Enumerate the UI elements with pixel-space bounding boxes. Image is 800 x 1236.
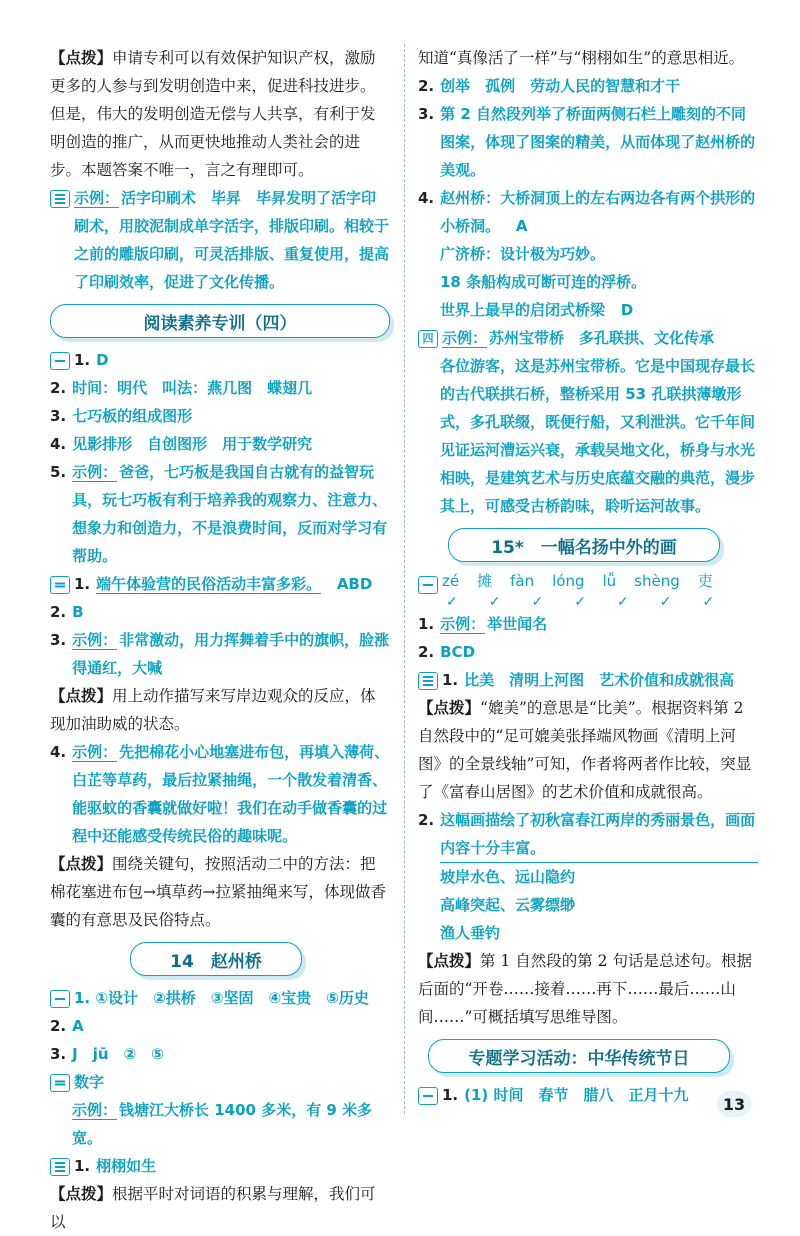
check-icon: ✓ <box>488 594 501 610</box>
answer-text: 世界上最早的启闭式桥梁 <box>440 301 606 319</box>
answer-text: 时间：明代 叫法：燕几图 蝶翅几 <box>72 379 313 397</box>
check-icon: ✓ <box>531 594 544 610</box>
lesson-banner: 15* 一幅名扬中外的画 <box>448 528 720 562</box>
answer-text: 渔人垂钓 <box>440 924 501 942</box>
answer-text: 先把棉花小心地塞进布包，再填入薄荷、白芷等草药，最后拉紧抽绳，一个散发着清香、能驱蚊的香囊就做好啦！我们在动手做香囊的过程中还能感受传统民俗的趣味呢。 <box>72 743 390 845</box>
answer-row: 1. 示例： 举世闻名 <box>418 615 548 633</box>
section-three-icon <box>50 1158 70 1176</box>
answer-text: BCD <box>440 643 476 661</box>
section-one-icon <box>418 1087 438 1105</box>
pinyin-item: zé <box>442 572 460 590</box>
check-icon: ✓ <box>616 594 629 610</box>
answer-row: 4. 示例： 先把棉花小心地塞进布包，再填入薄荷、白芷等草药，最后拉紧抽绳，一个散发着清香、能驱蚊的香囊就做好啦！我们在动手做香囊的过程中还能感受传统民俗的趣味呢。 <box>50 743 390 845</box>
answer-text: 七巧板的组成图形 <box>72 407 193 425</box>
answer-text: 非常激动，用力挥舞着手中的旗帜，脸涨得通红，大喊 <box>72 631 390 677</box>
answer-row: 2. A <box>50 1012 390 1040</box>
answer-text: ABD <box>336 575 373 593</box>
answer-row <box>418 891 758 919</box>
section-one-icon <box>418 576 438 594</box>
answer-text: 18 条船构成可断可连的浮桥。 <box>440 273 647 291</box>
answer-text: (1) 时间 春节 腊八 正月十九 <box>464 1086 689 1104</box>
answer-text: 举世闻名 <box>487 615 548 633</box>
hint-text: 围绕关键句，按照活动二中的方法：把棉花塞进布包→填草药→拉紧抽绳来写，体现做香囊的有意思及民俗特点。 <box>50 855 386 929</box>
answer-text: 坡岸水色、远山隐约 <box>440 868 576 886</box>
answer-row: 1. 端午体验营的民俗活动丰富多彩。 ABD <box>50 570 390 598</box>
check-icon: ✓ <box>574 594 586 610</box>
answer-row: 1. (1) 时间 春节 腊八 正月十九 <box>418 1081 758 1109</box>
pinyin-item: shèng <box>634 572 680 590</box>
hint-text: 根据平时对词语的积累与理解，我们可以 <box>50 1185 376 1231</box>
hint-paragraph <box>50 1180 390 1236</box>
example-label: 示例： <box>442 329 488 347</box>
page-number: 13 <box>717 1091 751 1117</box>
pinyin-item: fàn <box>510 572 535 590</box>
answer-row: 3. 第 2 自然段列举了桥面两侧石栏上雕刻的不同图案，体现了图案的精美，从而体现了赵州桥的美观。 <box>418 100 758 184</box>
answer-row: 2. BCD <box>418 638 758 666</box>
section-one-icon <box>50 990 70 1008</box>
check-icon: ✓ <box>702 594 715 610</box>
answer-row: 1. D <box>50 346 390 374</box>
answer-text: 比美 清明上河图 艺术价值和成就很高 <box>464 671 735 689</box>
answer-text: 数字 <box>74 1073 105 1091</box>
answer-row <box>418 352 758 520</box>
section-banner: 阅读素养专训（四） <box>50 304 390 338</box>
answer-row: 4. 见影排形 自创图形 用于数学研究 <box>50 430 390 458</box>
check-icon: ✓ <box>659 594 672 610</box>
pinyin-item: lóng <box>552 572 585 590</box>
check-icon: ✓ <box>446 594 458 610</box>
answer-row <box>418 268 758 296</box>
answer-row: 5. 示例： 爸爸，七巧板是我国自古就有的益智玩具，玩七巧板有利于培养我的观察力、注意力、想象力和创造力，不是浪费时间，反而对学习有帮助。 <box>50 463 388 565</box>
answer-text: 第 2 自然段列举了桥面两侧石栏上雕刻的不同图案，体现了图案的精美，从而体现了赵州桥的美观。 <box>440 105 756 179</box>
answer-row: 2. 时间：明代 叫法：燕几图 蝶翅几 <box>50 374 390 402</box>
hint-text: 申请专利可以有效保护知识产权，激励更多的人参与到发明创造中来，促进科技进步。但是，伟大的发明创造无偿与人共享，有利于发明创造的推广，从而更快地推动人类社会的进步。本题答案不唯一，言之有理即可。 <box>50 49 376 179</box>
answer-row: 2. 创举 孤例 劳动人民的智慧和才干 <box>418 72 758 100</box>
hint-paragraph <box>418 947 758 1031</box>
pinyin-answer-row <box>418 570 758 594</box>
answer-text: J jū ② ⑤ <box>72 1045 164 1063</box>
answer-row <box>50 984 390 1012</box>
answer-row <box>418 919 758 947</box>
answer-text: 活字印刷术 毕昇 毕昇发明了活字印刷术，用胶泥制成单字活字，排版印刷。相较于之前的雕版印刷，可灵活排版、重复使用，提高了印刷效率，促进了文化传播。 <box>74 189 390 291</box>
answer-text: 见影排形 自创图形 用于数学研究 <box>72 435 313 453</box>
pinyin-item: 吏 <box>697 572 713 590</box>
hint-tag: 【点拨】 <box>50 855 113 873</box>
answer-text: 钱塘江大桥长 1400 多米，有 9 米多宽。 <box>72 1101 373 1147</box>
section-four-icon: 四 <box>418 330 438 348</box>
example-label: 示例： <box>72 743 118 761</box>
answer-row: 2. 这幅画描绘了初秋富春江两岸的秀丽景色，画面内容十分丰富。 <box>418 806 758 863</box>
answer-row: 1. 比美 清明上河图 艺术价值和成就很高 <box>418 666 758 694</box>
hint-paragraph <box>418 694 758 806</box>
hint-paragraph <box>50 682 390 738</box>
answer-row <box>418 240 758 268</box>
hint-continued: 知道“真像活了一样”与“栩栩如生”的意思相近。 <box>418 49 745 67</box>
pinyin-list <box>442 570 713 592</box>
answer-row: 3. J jū ② ⑤ <box>50 1040 390 1068</box>
column-divider <box>404 44 405 1114</box>
answer-row: 2. B <box>50 598 390 626</box>
hint-tag: 【点拨】 <box>50 49 113 67</box>
section-three-icon <box>50 190 70 208</box>
answer-text: 苏州宝带桥 多孔联拱、文化传承 <box>489 329 715 347</box>
answer-row: 4. 赵州桥：大桥洞顶上的左右两边各有两个拱形的小桥洞。 A <box>418 189 756 235</box>
section-three-icon <box>418 672 438 690</box>
answer-text: 广济桥：设计极为巧妙。 <box>440 245 606 263</box>
example-label: 示例： <box>72 631 118 649</box>
answer-row <box>50 1068 390 1096</box>
hint-text: 第 1 自然段的第 2 句话是总述句。根据后面的“开卷……接着……再下……最后……山间……”可概括填写思维导图。 <box>418 952 752 1026</box>
pinyin-item: 摊 <box>477 572 493 590</box>
answer-row <box>50 1096 390 1152</box>
right-column <box>418 44 758 1109</box>
section-two-icon <box>50 1074 70 1092</box>
hint-tag: 【点拨】 <box>50 687 113 705</box>
answer-text: A <box>515 217 528 235</box>
answer-text: 1. ①设计 ②拱桥 ③坚固 ④宝贵 ⑤历史 <box>74 989 369 1007</box>
section-one-icon <box>50 352 70 370</box>
answer-text: B <box>72 603 84 621</box>
hint-paragraph <box>50 850 390 934</box>
answer-row <box>418 863 758 891</box>
answer-text: D <box>96 351 109 369</box>
answer-row: 1. 栩栩如生 <box>50 1152 390 1180</box>
answer-text: 创举 孤例 劳动人民的智慧和才干 <box>440 77 681 95</box>
answer-row: 3. 示例： 非常激动，用力挥舞着手中的旗帜，脸涨得通红，大喊 <box>50 631 390 677</box>
answer-text: 高峰突起、云雾缥缈 <box>440 896 576 914</box>
example-label: 示例： <box>440 615 486 633</box>
answer-text: 各位游客，这是苏州宝带桥。它是中国现存最长的古代联拱石桥，整桥采用 53 孔联拱薄墩形式，多孔联缀，既便行船，又利泄洪。它千年间见证运河漕运兴衰，承载吴地文化，桥身与水光相映，是建筑艺术与历史底蕴交融的典范，漫步其上，可感受古桥韵味，聆听运河故事。 <box>440 357 756 515</box>
answer-row <box>418 296 758 324</box>
answer-row <box>418 324 758 352</box>
answer-text: D <box>620 301 634 319</box>
answer-text: 栩栩如生 <box>96 1157 157 1175</box>
hint-text: “媲美”的意思是“比美”。根据资料第 2 自然段中的“足可媲美张择端风物画《清明上河图》的全景线轴”可知，作者将两者作比较，突显了《富春山居图》的艺术价值和成就很高。 <box>418 699 752 801</box>
example-label: 示例： <box>72 463 118 481</box>
answer-row: 3. 七巧板的组成图形 <box>50 402 390 430</box>
activity-banner: 专题学习活动：中华传统节日 <box>428 1039 730 1073</box>
example-label: 示例： <box>72 1101 118 1119</box>
hint-tag: 【点拨】 <box>418 699 481 717</box>
section-two-icon <box>50 576 70 594</box>
answer-text: 爸爸，七巧板是我国自古就有的益智玩具，玩七巧板有利于培养我的观察力、注意力、想象力和创造力，不是浪费时间，反而对学习有帮助。 <box>72 463 388 565</box>
lesson-banner: 14 赵州桥 <box>130 942 302 976</box>
left-column <box>50 44 390 1236</box>
hint-tag: 【点拨】 <box>50 1185 113 1203</box>
section-3-answer <box>50 184 390 296</box>
check-marks <box>418 594 758 610</box>
answer-text: 端午体验营的民俗活动丰富多彩。 <box>96 575 322 593</box>
hint-text: 用上动作描写来写岸边观众的反应，体现加油助威的状态。 <box>50 687 376 733</box>
answer-text: 这幅画描绘了初秋富春江两岸的秀丽景色，画面内容十分丰富。 <box>440 806 758 863</box>
hint-tag: 【点拨】 <box>418 952 481 970</box>
pinyin-item: lǚ <box>602 572 617 590</box>
example-label: 示例： <box>74 189 120 207</box>
answer-text: A <box>72 1017 84 1035</box>
answer-text: 赵州桥：大桥洞顶上的左右两边各有两个拱形的小桥洞。 <box>440 189 756 235</box>
hint-paragraph <box>50 44 390 184</box>
